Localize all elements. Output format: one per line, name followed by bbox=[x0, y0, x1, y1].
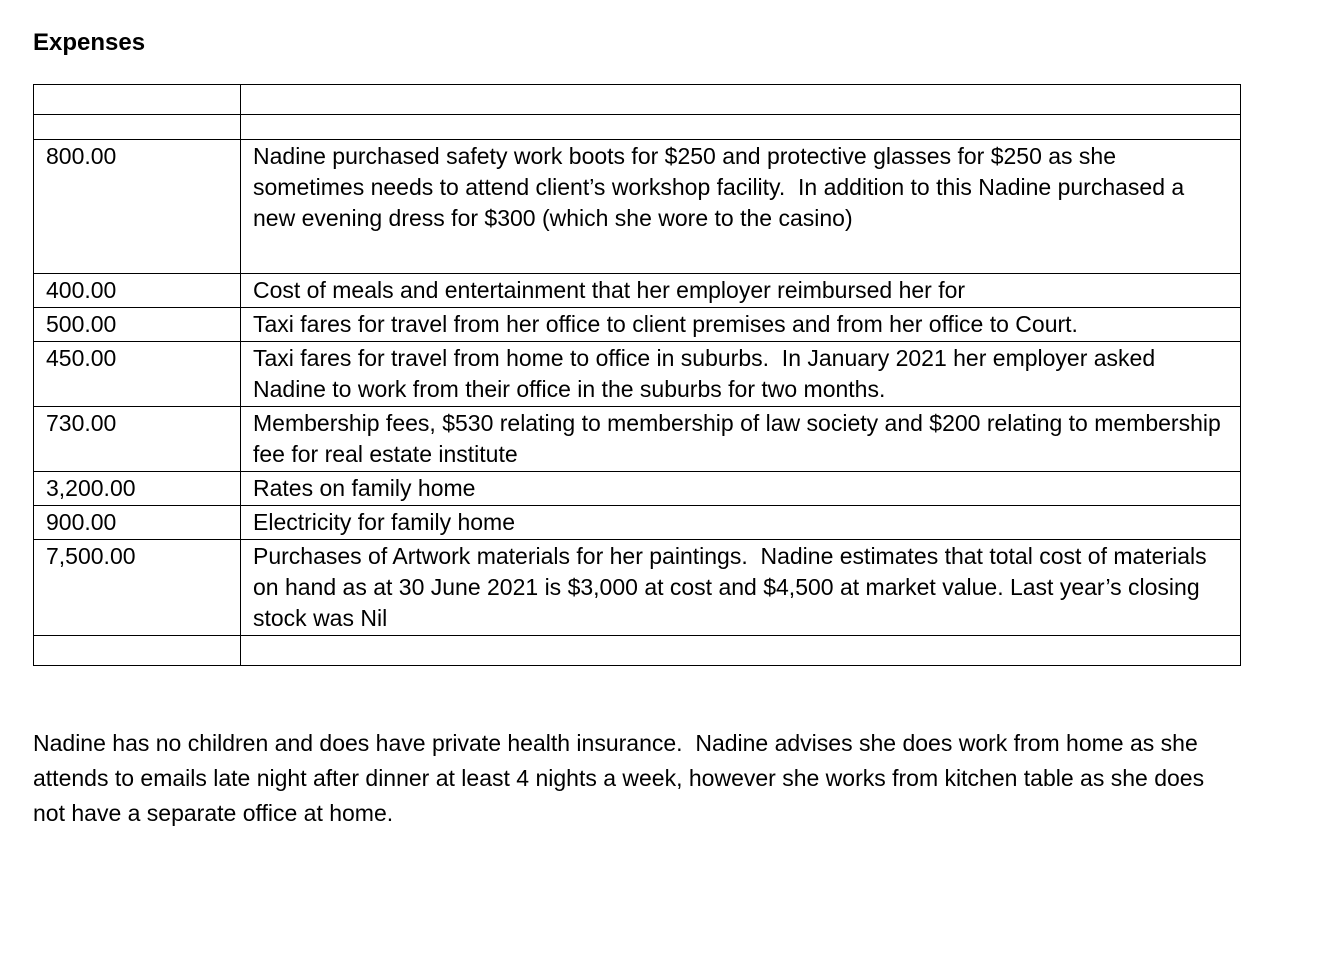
amount-cell: 800.00 bbox=[34, 140, 241, 274]
table-row bbox=[34, 540, 1241, 636]
description-cell: Nadine purchased safety work boots for $250 and protective glasses for $250 as she sometimes needs to attend client’s workshop facility. In addition to this Nadine purchased a new evening dress for $300 (which she wore to the casino) bbox=[241, 140, 1241, 274]
table-row bbox=[34, 85, 1241, 115]
amount-cell bbox=[34, 636, 241, 666]
amount-cell: 400.00 bbox=[34, 274, 241, 308]
table-row bbox=[34, 308, 1241, 342]
amount-cell: 450.00 bbox=[34, 342, 241, 407]
amount-cell bbox=[34, 85, 241, 115]
description-cell: Cost of meals and entertainment that her employer reimbursed her for bbox=[241, 274, 1241, 308]
page-title: Expenses bbox=[33, 29, 146, 56]
description-cell: Taxi fares for travel from her office to client premises and from her office to Court. bbox=[241, 308, 1241, 342]
amount-cell: 900.00 bbox=[34, 506, 241, 540]
table-row bbox=[34, 115, 1241, 140]
amount-cell: 730.00 bbox=[34, 407, 241, 472]
description-cell: Membership fees, $530 relating to membership of law society and $200 relating to membership fee for real estate institute bbox=[241, 407, 1241, 472]
table-row bbox=[34, 140, 1241, 274]
description-cell: Purchases of Artwork materials for her paintings. Nadine estimates that total cost of materials on hand as at 30 June 2021 is $3,000 at cost and $4,500 at market value. Last year’s closing stock was Nil bbox=[241, 540, 1241, 636]
description-cell bbox=[241, 85, 1241, 115]
description-cell bbox=[241, 636, 1241, 666]
description-cell: Electricity for family home bbox=[241, 506, 1241, 540]
description-cell: Taxi fares for travel from home to office in suburbs. In January 2021 her employer asked Nadine to work from their office in the suburbs for two months. bbox=[241, 342, 1241, 407]
table-row bbox=[34, 342, 1241, 407]
table-row bbox=[34, 636, 1241, 666]
description-cell bbox=[241, 115, 1241, 140]
table-row bbox=[34, 472, 1241, 506]
notes-paragraph: Nadine has no children and does have private health insurance. Nadine advises she does work from home as she attends to emails late night after dinner at least 4 nights a week, however she works from kitchen table as she does not have a separate office at home. bbox=[33, 730, 1211, 826]
table-row bbox=[34, 506, 1241, 540]
amount-cell: 7,500.00 bbox=[34, 540, 241, 636]
expenses-table bbox=[33, 84, 1241, 666]
amount-cell: 3,200.00 bbox=[34, 472, 241, 506]
table-row bbox=[34, 274, 1241, 308]
amount-cell: 500.00 bbox=[34, 308, 241, 342]
table-row bbox=[34, 407, 1241, 472]
description-cell: Rates on family home bbox=[241, 472, 1241, 506]
amount-cell bbox=[34, 115, 241, 140]
